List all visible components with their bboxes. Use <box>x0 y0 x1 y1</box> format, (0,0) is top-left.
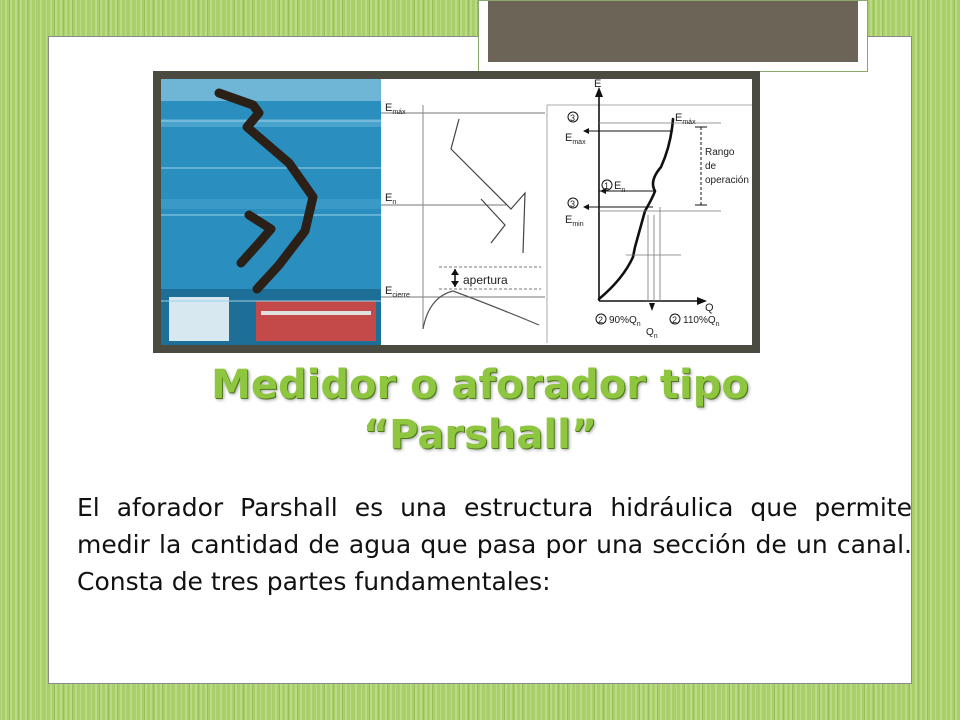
svg-text:1: 1 <box>604 181 610 191</box>
flume-photo <box>161 79 381 345</box>
apertura-label: apertura <box>463 273 508 287</box>
svg-text:Ecierre: $E_{cierre}$ <box>385 285 410 299</box>
svg-text:90%Qn: $90\%Q_n$ <box>609 315 641 328</box>
svg-text:Rango: Rango <box>705 147 735 158</box>
svg-text:operación: operación <box>705 175 749 186</box>
slide-title <box>90 360 870 460</box>
svg-text:En: $E_n$ <box>614 180 626 194</box>
svg-text:110%Qn: $110\%Q_n$ <box>683 315 720 328</box>
svg-text:de: de <box>705 161 717 172</box>
svg-text:En: $E_n$ <box>385 192 397 206</box>
header-tab-fill <box>488 1 858 62</box>
gate-schematic <box>381 79 752 345</box>
svg-text:3: 3 <box>570 113 576 123</box>
header-tab <box>478 0 868 72</box>
svg-text:Qn: $Q_n$ <box>646 327 658 340</box>
svg-text:Emin: $E_{min}$ <box>565 214 584 228</box>
svg-text:Emáx: $E_{máx}$ <box>385 102 406 116</box>
svg-text:E: E <box>594 79 602 90</box>
svg-text:Emáx: $E_{máx}$ <box>675 112 696 126</box>
parshall-figure <box>153 71 760 353</box>
title-line-1: Medidor o aforador tipo <box>211 362 749 408</box>
svg-text:2: 2 <box>598 315 604 325</box>
body-paragraph: El aforador Parshall es una estructura hidráulica que permite medir la cantidad de agua que pasa por una sección de un canal. Consta de tres partes fundamentales: <box>77 493 912 596</box>
title-line-2: “Parshall” <box>362 412 598 458</box>
figure-canvas <box>161 79 752 345</box>
svg-text:3: 3 <box>570 199 576 209</box>
svg-text:Emax: $E_{max}$ <box>565 132 586 146</box>
svg-text:Q: Q <box>705 302 714 314</box>
svg-text:2: 2 <box>672 315 678 325</box>
